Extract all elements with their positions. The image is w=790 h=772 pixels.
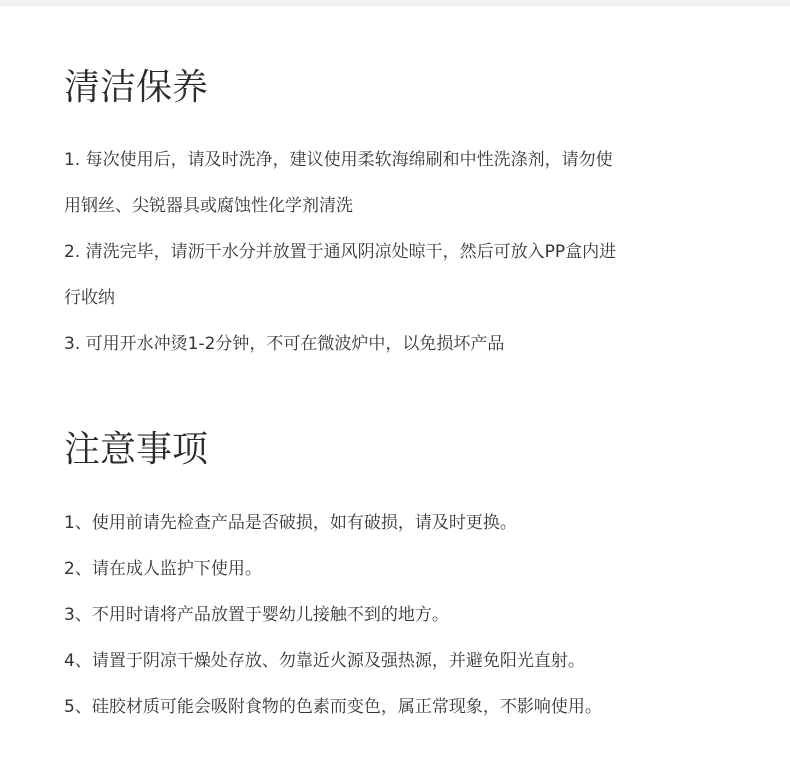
care-line-5: 3. 可用开水冲烫1-2分钟，不可在微波炉中，以免损坏产品	[64, 334, 505, 354]
care-line-1: 1. 每次使用后，请及时洗净，建议使用柔软海绵刷和中性洗涤剂，请勿使	[64, 150, 613, 170]
notes-section-title: 注意事项	[64, 429, 209, 470]
top-divider	[0, 0, 790, 6]
care-line-3: 2. 清洗完毕，请沥干水分并放置于通风阴凉处晾干，然后可放入PP盒内进	[64, 242, 617, 262]
notes-line-4: 4、请置于阴凉干燥处存放、勿靠近火源及强热源，并避免阳光直射。	[64, 651, 585, 671]
notes-line-1: 1、使用前请先检查产品是否破损，如有破损，请及时更换。	[64, 513, 517, 533]
care-section-title: 清洁保养	[64, 67, 209, 108]
notes-line-2: 2、请在成人监护下使用。	[64, 559, 262, 579]
notes-line-3: 3、不用时请将产品放置于婴幼儿接触不到的地方。	[64, 605, 449, 625]
care-line-4: 行收纳	[64, 288, 115, 308]
care-line-2: 用钢丝、尖锐器具或腐蚀性化学剂清洗	[64, 196, 353, 216]
notes-line-5: 5、硅胶材质可能会吸附食物的色素而变色，属正常现象，不影响使用。	[64, 697, 602, 717]
